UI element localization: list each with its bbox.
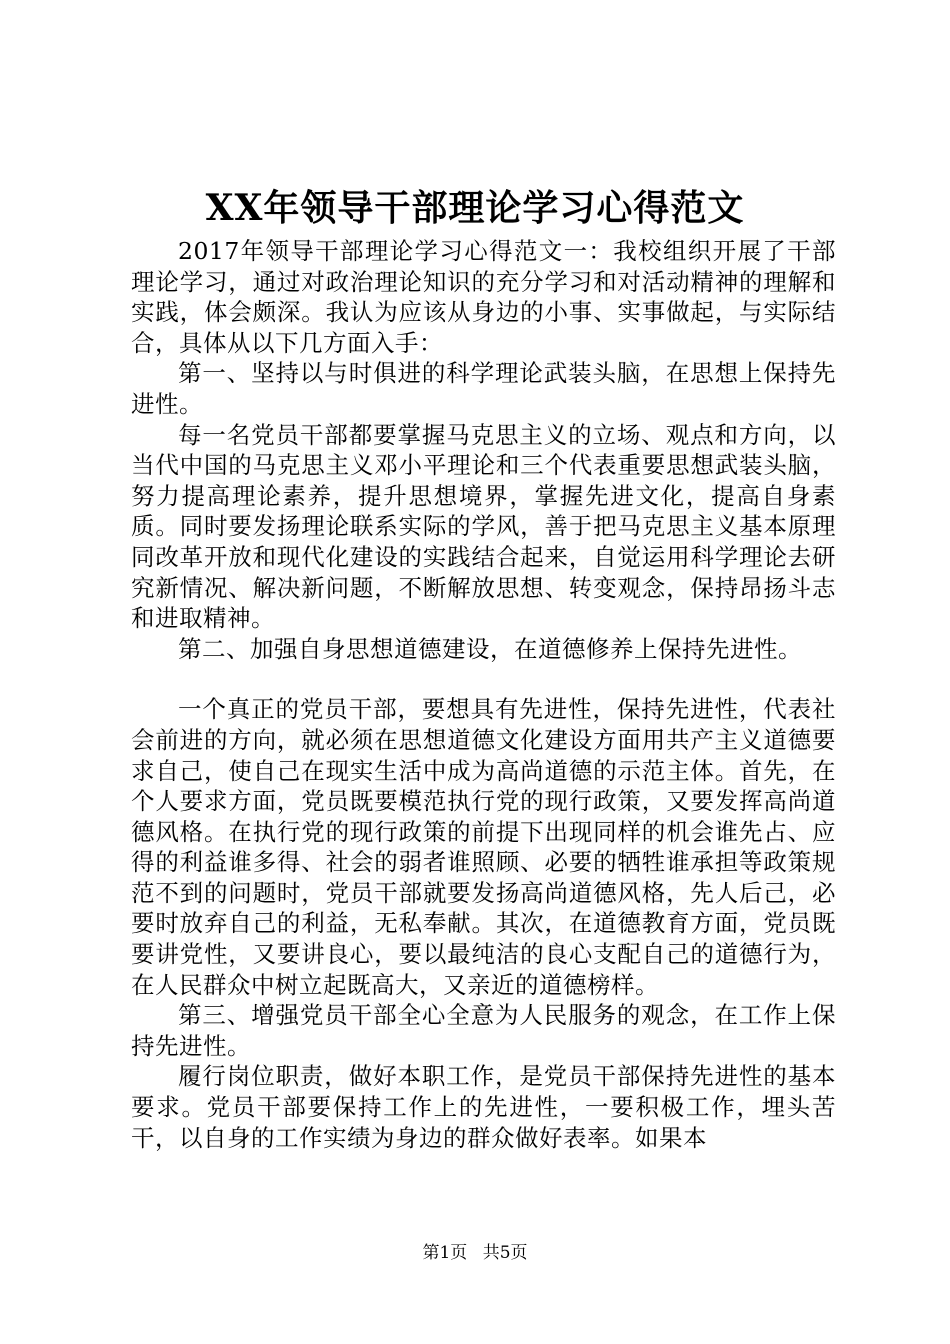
document-body <box>131 236 836 1153</box>
paragraph-intro: 2017年领导干部理论学习心得范文一：我校组织开展了干部理论学习，通过对政治理论知识的充分学习和对活动精神的理解和实践，体会颇深。我认为应该从身边的小事、实事做起，与实际结合，具体从以下几方面入手： <box>131 237 836 357</box>
heading-point-one: 第一、坚持以与时俱进的科学理论武装头脑，在思想上保持先进性。 <box>131 359 836 418</box>
document-title: XX年领导干部理论学习心得范文 <box>205 187 745 229</box>
heading-point-two: 第二、加强自身思想道德建设，在道德修养上保持先进性。 <box>178 634 802 663</box>
paragraph-point-two: 一个真正的党员干部，要想具有先进性，保持先进性，代表社会前进的方向，就必须在思想道德文化建设方面用共产主义道德要求自己，使自己在现实生活中成为高尚道德的示范主体。首先，在个人要求方面，党员既要模范执行党的现行政策，又要发挥高尚道德风格。在执行党的现行政策的前提下出现同样的机会谁先占、应得的利益谁多得、社会的弱者谁照顾、必要的牺牲谁承担等政策规范不到的问题时，党员干部就要发扬高尚道德风格，先人后己，必要时放弃自己的利益，无私奉献。其次，在道德教育方面，党员既要讲党性，又要讲良心，要以最纯洁的良心支配自己的道德行为，在人民群众中树立起既高大，又亲近的道德榜样。 <box>131 695 836 999</box>
page-footer <box>0 1242 950 1264</box>
paragraph-point-three: 履行岗位职责，做好本职工作，是党员干部保持先进性的基本要求。党员干部要保持工作上的先进性，一要积极工作，埋头苦干，以自身的工作实绩为身边的群众做好表率。如果本 <box>131 1062 836 1152</box>
heading-point-three: 第三、增强党员干部全心全意为人民服务的观念，在工作上保持先进性。 <box>131 1001 836 1060</box>
page-total: 共5页 <box>482 1243 528 1263</box>
page-number: 第1页 <box>422 1243 468 1263</box>
paragraph-point-one: 每一名党员干部都要掌握马克思主义的立场、观点和方向，以当代中国的马克思主义邓小平理论和三个代表重要思想武装头脑，努力提高理论素养，提升思想境界，掌握先进文化，提高自身素质。同时要发扬理论联系实际的学风，善于把马克思主义基本原理同改革开放和现代化建设的实践结合起来，自觉运用科学理论去研究新情况、解决新问题，不断解放思想、转变观念，保持昂扬斗志和进取精神。 <box>131 420 836 633</box>
